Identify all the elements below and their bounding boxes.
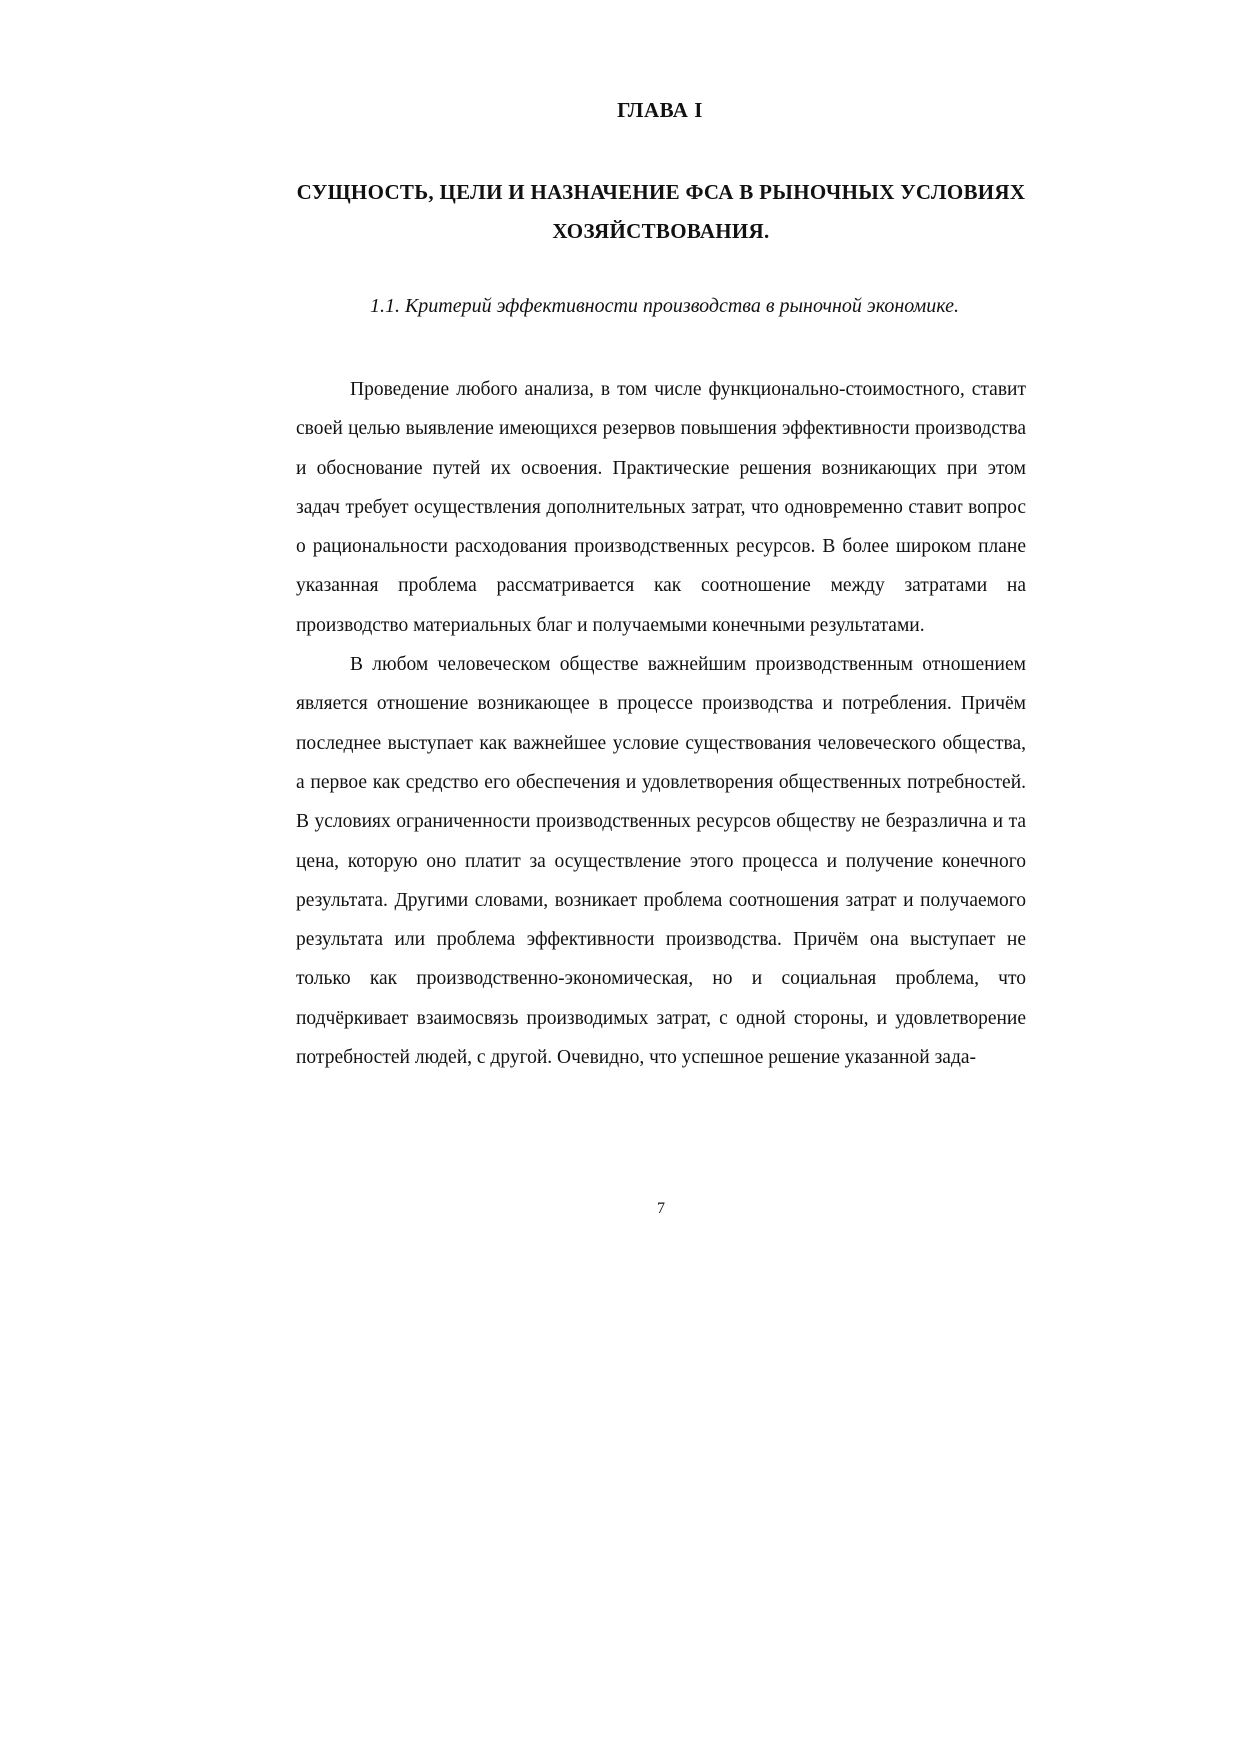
page-number: 7 — [657, 1200, 665, 1217]
paragraph: В любом человеческом обществе важнейшим производственным отношением является отношение возникающее в процессе производства и потребления. Причём последнее выступает как важнейшее условие существования человеческого общества, а первое как средство его обеспечения и удовлетворения общественных потребностей. В условиях ограниченности производственных ресурсов обществу не безразлична и та цена, которую оно платит за осуществление этого процесса и получение конечного результата. Другими словами, возникает проблема соотношения затрат и получаемого результата или проблема эффективности производства. Причём она выступает не только как производственно-экономическая, но и социальная проблема, что подчёркивает взаимосвязь производимых затрат, с одной стороны, и удовлетворение потребностей людей, с другой. Очевидно, что успешное решение указанной зада- — [296, 654, 1026, 1069]
body-text — [296, 370, 1026, 1077]
chapter-label: ГЛАВА I — [617, 98, 703, 122]
chapter-title: СУЩНОСТЬ, ЦЕЛИ И НАЗНАЧЕНИЕ ФСА В РЫНОЧНЫХ УСЛОВИЯХ ХОЗЯЙСТВОВАНИЯ. — [296, 180, 1026, 243]
paragraph: Проведение любого анализа, в том числе функционально-стоимостного, ставит своей целью выявление имеющихся резервов повышения эффективности производства и обоснование путей их освоения. Практические решения возникающих при этом задач требует осуществления дополнительных затрат, что одновременно ставит вопрос о рациональности расходования производственных ресурсов. В более широком плане указанная проблема рассматривается как соотношение между затратами на производство материальных благ и получаемыми конечными результатами. — [296, 379, 1026, 636]
section-title: 1.1. Критерий эффективности производства в рыночной экономике. — [370, 295, 959, 317]
